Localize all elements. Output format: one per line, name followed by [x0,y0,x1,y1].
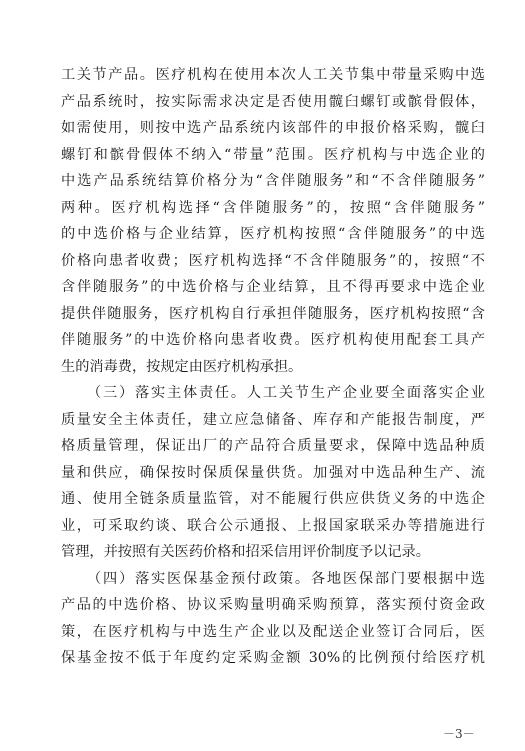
section-four-heading-line: （四）落实医保基金预付政策。各地医保部门要根据中选 [87,570,485,587]
text-line: 产品的中选价格、协议采购量明确采购预算，落实预付资金政 [61,597,485,613]
text-line: 价格向患者收费；医疗机构选择“不含伴随服务”的，按照“不 [61,252,485,269]
body-text [61,62,485,672]
page-number: －3－ [443,727,475,741]
text-line: 管理，并按照有关医药价格和招采信用评价制度予以记录。 [61,544,430,560]
text-line: 质量安全主体责任，建立应急储备、库存和产能报告制度，严 [61,411,485,428]
text-line: 中选产品系统结算价格分为“含伴随服务”和“不含伴随服务” [61,173,485,189]
text-line: 格质量管理，保证出厂的产品符合质量要求，保障中选品种质 [61,438,485,454]
text-line: 提供伴随服务，医疗机构自行承担伴随服务，医疗机构按照“含 [61,305,485,322]
text-line: 两种。医疗机构选择“含伴随服务”的，按照“含伴随服务” [61,199,485,216]
text-line: 伴随服务”的中选价格向患者收费。医疗机构使用配套工具产 [61,332,485,348]
section-three-heading-line: （三）落实主体责任。人工关节生产企业要全面落实企业 [87,385,485,401]
text-line: 工关节产品。医疗机构在使用本次人工关节集中带量采购中选 [61,67,485,83]
text-line: 生的消毒费，按规定由医疗机构承担。 [61,358,303,375]
text-line: 含伴随服务”的中选价格与企业结算，且不得再要求中选企业 [61,279,485,295]
text-line: 量和供应，确保按时保质保量供货。加强对中选品种生产、流 [61,464,485,481]
text-line: 通、使用全链条质量监管，对不能履行供应供货义务的中选企 [61,491,485,507]
text-line: 业，可采取约谈、联合公示通报、上报国家联采办等措施进行 [61,517,485,534]
text-line: 保基金按不低于年度约定采购金额 30%的比例预付给医疗机 [61,650,485,666]
text-line: 策，在医疗机构与中选生产企业以及配送企业签订合同后，医 [61,623,485,640]
text-line: 螺钉和髌骨假体不纳入“带量”范围。医疗机构与中选企业的 [61,146,485,163]
text-line: 的中选价格与企业结算，医疗机构按照“含伴随服务”的中选 [61,226,485,242]
text-line: 如需使用，则按中选产品系统内该部件的申报价格采购，髋臼 [61,120,485,136]
text-line: 产品系统时，按实际需求决定是否使用髋臼螺钉或髌骨假体， [61,93,485,110]
